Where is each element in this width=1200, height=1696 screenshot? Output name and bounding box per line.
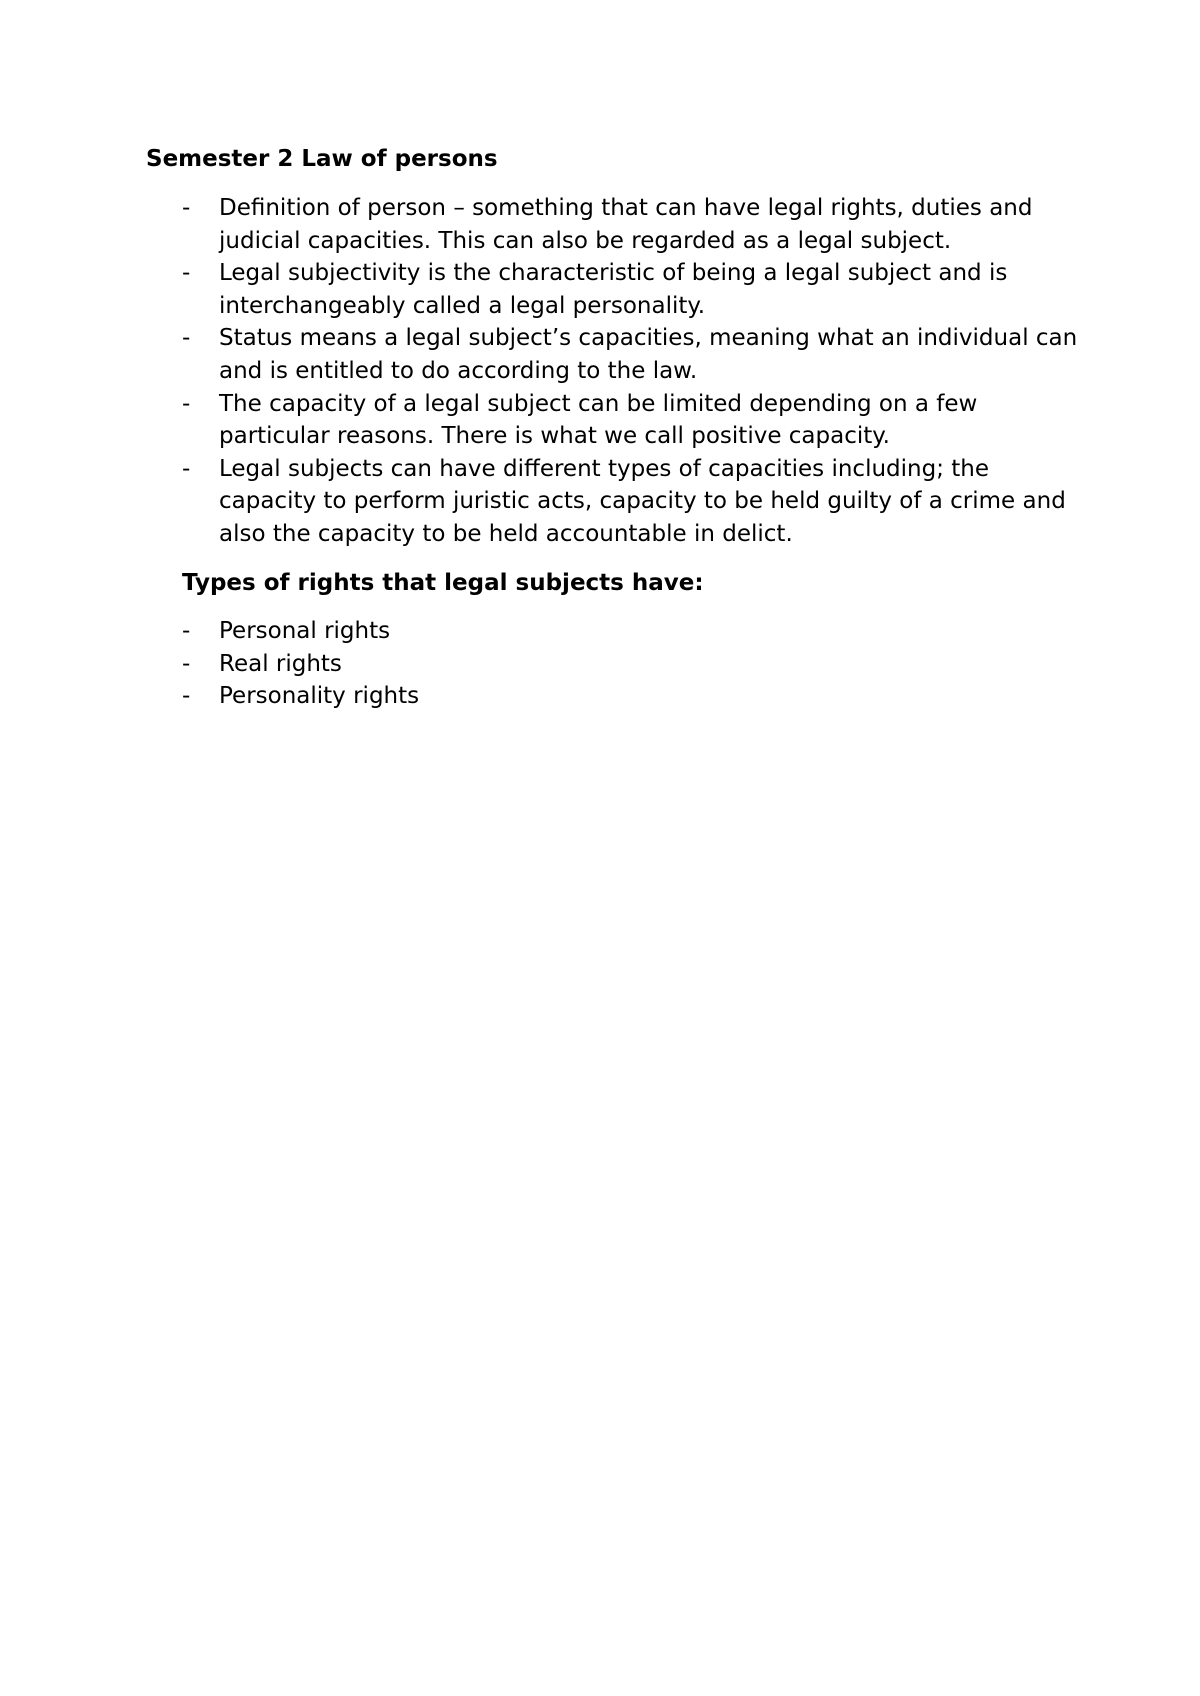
rights-heading: Types of rights that legal subjects have: <box>182 570 704 596</box>
list-item-text: The capacity of a legal subject can be limited depending on a few particular reasons. There is what we call positive capacity. <box>219 390 978 450</box>
list-item <box>182 257 1082 322</box>
list-item-text: Status means a legal subject’s capacities, meaning what an individual can and is entitled to do according to the law. <box>219 325 1078 384</box>
list-item-text: Real rights <box>219 650 342 677</box>
dash-bullet: - <box>182 260 191 287</box>
list-item <box>182 388 1082 453</box>
dash-bullet: - <box>182 455 191 482</box>
list-item-text: Definition of person – something that can have legal rights, duties and judicial capacities. This can also be regarded as a legal subject. <box>219 195 1033 254</box>
dash-bullet: - <box>182 390 191 417</box>
list-item <box>182 192 1082 257</box>
list-item-text: Legal subjects can have different types of capacities including; the capacity to perform juristic acts, capacity to be held guilty of a crime and also the capacity to be held accountable in delict. <box>219 455 1066 547</box>
dash-bullet: - <box>182 683 191 710</box>
document-title: Semester 2 Law of persons <box>146 146 498 172</box>
dash-bullet: - <box>182 618 191 644</box>
rights-list <box>182 615 782 713</box>
dash-bullet: - <box>182 325 191 352</box>
list-item <box>182 453 1082 551</box>
list-item-text: Legal subjectivity is the characteristic of being a legal subject and is interchangeably called a legal personality. <box>219 260 1008 319</box>
definitions-list <box>182 192 1082 551</box>
list-item <box>182 648 782 681</box>
list-item <box>182 322 1082 387</box>
dash-bullet: - <box>182 195 191 221</box>
list-item-text: Personal rights <box>219 618 391 644</box>
dash-bullet: - <box>182 650 191 677</box>
list-item <box>182 615 782 648</box>
list-item <box>182 680 782 713</box>
list-item-text: Personality rights <box>219 683 420 710</box>
